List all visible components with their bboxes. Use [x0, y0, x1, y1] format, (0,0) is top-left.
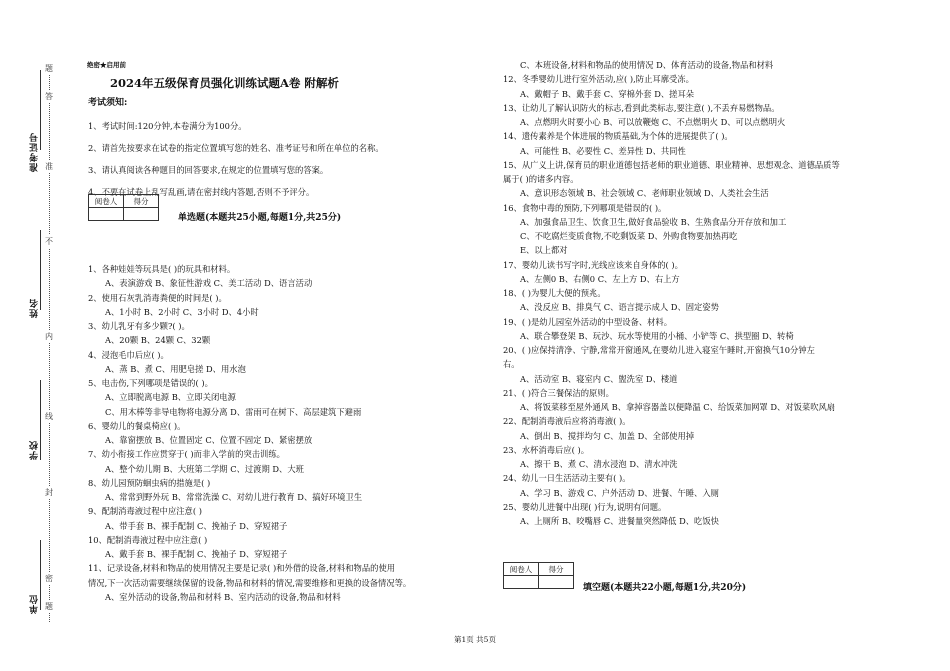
header-marker: 题	[45, 64, 53, 73]
notes-item: 3、请认真阅读各种题目的回答要求,在规定的位置填写您的答案。	[88, 165, 329, 176]
answer-options: A、靠窗摆放 B、位置固定 C、位置不固定 D、紧密摆放	[105, 435, 313, 445]
answer-options: A、戴帽子 B、戴手套 C、穿棉外套 D、搓耳朵	[520, 88, 695, 99]
question-text: 18、( )为婴儿大便的预兆。	[503, 288, 606, 298]
seal-marker: 准	[45, 162, 53, 171]
notes-item: 1、考试时间:120分钟,本卷满分为100分。	[88, 121, 247, 132]
score-cell: 得分	[124, 195, 159, 208]
question-text: 21、( )符合三餐保洁的原则。	[503, 387, 614, 398]
answer-options: A、学习 B、游戏 C、户外活动 D、进餐、午睡、入厕	[520, 487, 719, 498]
question-text: 8、幼儿园预防蛔虫病的措施是( )	[88, 477, 211, 488]
answer-options: A、加强食品卫生、饮食卫生,做好食品验收 B、生熟食品分开存放和加工	[520, 216, 787, 227]
seal-marker: 密	[45, 574, 53, 583]
score-input[interactable]	[124, 208, 159, 221]
answer-options: A、常常到野外玩 B、常常洗澡 C、对幼儿进行教育 D、搞好环境卫生	[105, 492, 363, 502]
answer-options: A、带手套 B、裸手配制 C、挽袖子 D、穿短裙子	[105, 520, 288, 531]
answer-options: A、上厕所 B、咬嘴唇 C、进餐量突然降低 D、吃饭快	[520, 516, 719, 526]
question-text: 10、配制消毒液过程中应注意( )	[88, 534, 208, 545]
notes-item: 2、请首先按要求在试卷的指定位置填写您的姓名、准考证号和所在单位的名称。	[88, 143, 384, 154]
answer-options: C、不吃腐烂变质食物,不吃剩饭菜 D、外购食物要加热再吃	[520, 231, 738, 241]
seal-marker: 内	[45, 332, 53, 341]
answer-options: A、没反应 B、排臭气 C、语言提示成人 D、固定姿势	[520, 302, 719, 313]
answer-options: A、联合攀登架 B、玩沙、玩水等使用的小桶、小铲等 C、拱型圈 D、转椅	[520, 330, 794, 341]
binding-strip	[0, 0, 72, 671]
question-text: 22、配制消毒液后应将消毒液( )。	[503, 416, 631, 427]
exam-title: 2024年五级保育员强化训练试题A卷 附解析	[110, 76, 339, 90]
school-label: 学校	[30, 440, 40, 460]
score-box	[88, 194, 159, 221]
question-text: 3、幼儿乳牙有多少颗?( )。	[88, 321, 190, 331]
reviewer-cell: 阅卷人	[504, 563, 539, 576]
question-text: 6、婴幼儿的餐桌椅应( )。	[88, 420, 186, 431]
answer-options: A、立即脱离电源 B、立即关闭电源	[105, 392, 236, 403]
question-text: 14、遗传素养是个体进展的物质基础,为个体的进展提供了( )。	[503, 131, 733, 142]
answer-options: A、倒出 B、搅拌均匀 C、加盖 D、全部使用掉	[520, 430, 695, 441]
answer-options: E、以上都对	[520, 245, 568, 256]
left-question-column	[88, 262, 488, 604]
question-text: 右。	[503, 359, 520, 370]
question-text: 13、让幼儿了解认识防火的标志,看到此类标志,要注意( ),不丢弃易燃物品。	[503, 102, 780, 113]
question-text: 情况,下一次活动需要继续保留的设备,物品和材料的情况,需要维修和更换的设备情况等。	[88, 577, 412, 588]
answer-options: A、蒸 B、煮 C、用肥皂搓 D、用水泡	[105, 363, 246, 374]
question-text: 4、浸泡毛巾后应( )。	[88, 349, 169, 360]
reviewer-input[interactable]	[504, 576, 539, 589]
answer-options: A、整个幼儿期 B、大班第二学期 C、过渡期 D、大班	[105, 463, 304, 474]
question-text: 5、电击伤,下列哪项是错误的( )。	[88, 378, 213, 388]
school-underline	[40, 380, 41, 460]
score-input[interactable]	[539, 576, 574, 589]
question-text: 23、水杯消毒后应( )。	[503, 444, 590, 455]
seal-marker: 答	[45, 92, 53, 101]
question-text: 20、( )应保持清净、宁静,常常开窗通风,在婴幼儿进入寝室午睡时,开窗换气10分钟左	[503, 345, 815, 355]
question-text: 11、记录设备,材料和物品的使用情况主要是记录( )和外借的设备,材料和物品的使用	[88, 563, 396, 574]
answer-options: C、用木棒等非导电物将电源分离 D、雷雨可在树下、高层建筑下避雨	[105, 406, 362, 417]
seal-marker: 线	[45, 412, 53, 421]
right-question-column	[503, 58, 923, 528]
question-text: 17、婴幼儿读书写字时,光线应该来自身体的( )。	[503, 259, 683, 270]
section-title-fill-blank: 填空题(本题共22小题,每题1分,共20分)	[583, 583, 747, 593]
reviewer-input[interactable]	[89, 208, 124, 221]
question-text: 12、冬季婴幼儿进行室外活动,应( ),防止耳廓受冻。	[503, 74, 694, 85]
section-title-single-choice: 单选题(本题共25小题,每题1分,共25分)	[178, 213, 342, 223]
answer-options: A、室外活动的设备,物品和材料 B、室内活动的设备,物品和材料	[105, 591, 341, 602]
question-text: 19、( )是幼儿园室外活动的中型设备、材料。	[503, 316, 673, 327]
unit-label: 单位	[30, 594, 40, 614]
answer-options: A、活动室 B、寝室内 C、盥洗室 D、楼道	[520, 373, 678, 384]
question-text: 25、婴幼儿进餐中出现( )行为,说明有问题。	[503, 501, 667, 512]
question-text: 15、从广义上讲,保育员的职业道德包括老师的职业道德、职业精神、思想观念、道德品质等	[503, 159, 840, 170]
seal-marker: 封	[45, 488, 53, 497]
question-text: 24、幼儿一日生活活动主要有( )。	[503, 473, 631, 484]
answer-options: C、本班设备,材料和物品的使用情况 D、体育活动的设备,物品和材料	[520, 60, 774, 70]
answer-options: A、擦干 B、煮 C、清水浸泡 D、清水冲洗	[520, 459, 678, 469]
notes-heading: 考试须知:	[88, 98, 128, 108]
answer-options: A、可能性 B、必要性 C、差异性 D、共同性	[520, 145, 686, 156]
answer-options: A、1小时 B、2小时 C、3小时 D、4小时	[105, 306, 259, 317]
notes-item: 4、不要在试卷上乱写乱画,请在密封线内答题,否则不予评分。	[88, 187, 315, 198]
question-text: 9、配制消毒液过程中应注意( )	[88, 506, 202, 517]
score-box	[503, 562, 574, 589]
answer-options: A、左侧0 B、右侧0 C、左上方 D、右上方	[520, 273, 680, 284]
answer-options: A、意识形态领域 B、社会领域 C、老师职业领域 D、人类社会生活	[520, 188, 769, 199]
name-label: 姓名	[30, 298, 40, 318]
name-underline	[40, 230, 41, 310]
score-cell: 得分	[539, 563, 574, 576]
exam-number-underline	[40, 70, 41, 150]
answer-options: A、20颗 B、24颗 C、32颗	[105, 335, 211, 346]
question-text: 属于( )的诸多内容。	[503, 174, 579, 184]
question-text: 16、食物中毒的预防,下列哪项是错误的( )。	[503, 202, 667, 213]
answer-options: A、表演游戏 B、象征性游戏 C、美工活动 D、语言活动	[105, 278, 313, 289]
question-text: 1、各种娃娃等玩具是( )的玩具和材料。	[88, 264, 236, 274]
answer-options: A、戴手套 B、裸手配制 C、挽袖子 D、穿短裙子	[105, 549, 288, 559]
exam-number-label: 准考证号	[30, 132, 40, 172]
question-text: 2、使用石灰乳消毒粪便的时间是( )。	[88, 292, 227, 303]
seal-marker: 不	[45, 237, 53, 246]
answer-options: A、将饭菜移至屋外通风 B、拿掉容器盖以便降温 C、给饭菜加网罩 D、对饭菜吹风扇	[520, 402, 836, 412]
seal-marker: 题	[45, 602, 53, 611]
exam-notes	[88, 96, 384, 203]
secret-label: 绝密★启用前	[87, 61, 126, 69]
page-footer: 第1页 共5页	[454, 635, 496, 644]
reviewer-cell: 阅卷人	[89, 195, 124, 208]
unit-underline	[40, 540, 41, 610]
answer-options: A、点燃明火时要小心 B、可以放鞭炮 C、不点燃明火 D、可以点燃明火	[520, 117, 786, 127]
question-text: 7、幼小衔接工作应贯穿于( )而非入学前的突击训练。	[88, 449, 285, 460]
